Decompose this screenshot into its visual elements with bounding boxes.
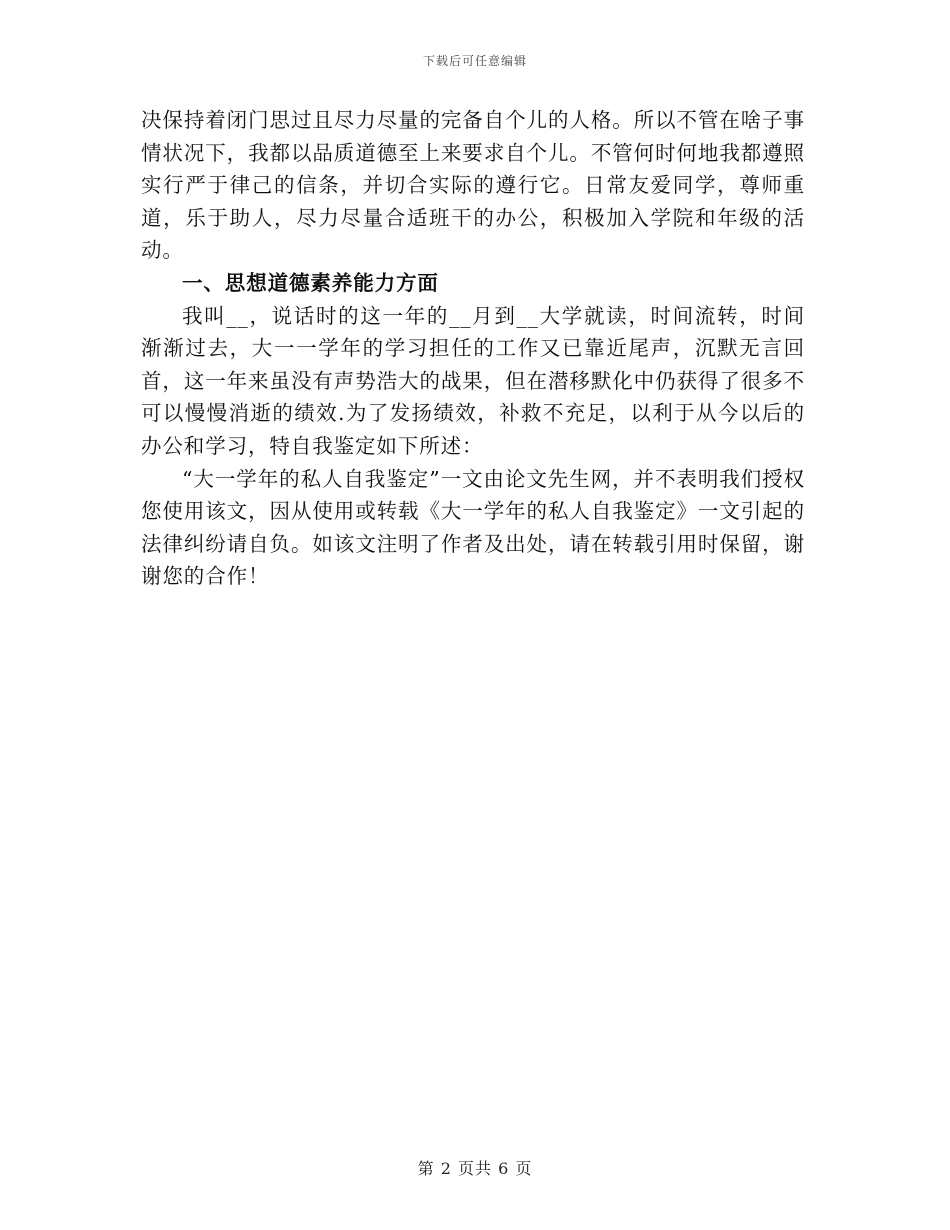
- copyright-notice-paragraph: “大一学年的私人自我鉴定”一文由论文先生网，并不表明我们授权您使用该文，因从使用或转载《大一学年的私人自我鉴定》一文引起的法律纠纷请自负。如该文注明了作者及出处，请在转载引用时保留，谢谢您的合作！: [141, 466, 805, 589]
- page-header: 下载后可任意编辑: [422, 54, 527, 68]
- section-heading: 一、思想道德素养能力方面: [182, 270, 439, 295]
- document-body: [141, 104, 805, 593]
- body-paragraph: 决保持着闭门思过且尽力尽量的完备自个儿的人格。所以不管在啥子事情状况下，我都以品质道德至上来要求自个儿。不管何时何地我都遵照实行严于律己的信条，并切合实际的遵行它。日常友爱同学，尊师重道，乐于助人，尽力尽量合适班干的办公，积极加入学院和年级的活动。: [141, 108, 805, 263]
- body-paragraph: 我叫__，说话时的这一年的__月到__大学就读，时间流转，时间渐渐过去，大一一学年的学习担任的工作又已靠近尾声，沉默无言回首，这一年来虽没有声势浩大的战果，但在潜移默化中仍获得了很多不可以慢慢消逝的绩效.为了发扬绩效，补救不充足，以利于从今以后的办公和学习，特自我鉴定如下所述：: [141, 303, 805, 458]
- page-number-footer: 第 2 页共 6 页: [417, 1159, 533, 1178]
